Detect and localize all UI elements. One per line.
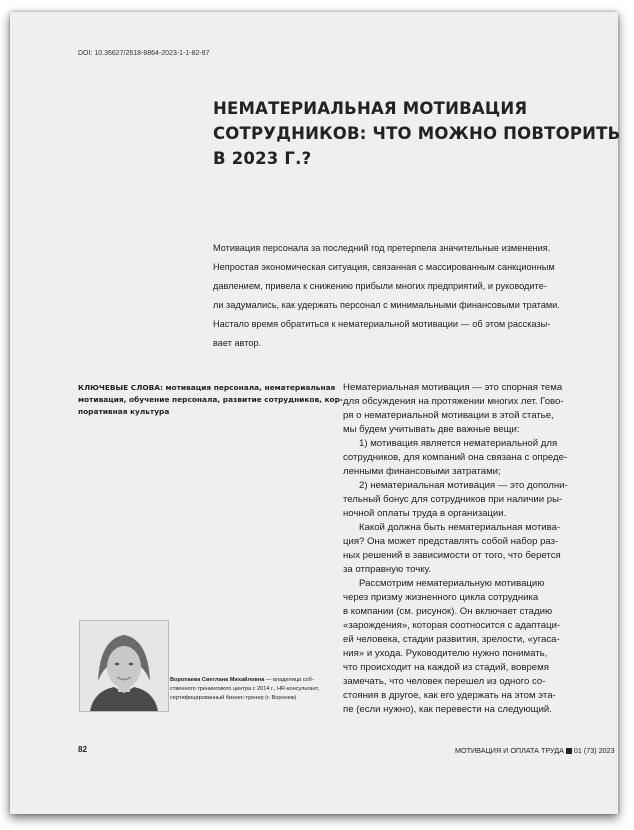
body-line: мы будем учитывать две важные вещи: <box>343 424 520 435</box>
body-line: 2) нематериальная мотивация — это дополни- <box>343 480 568 491</box>
running-footer <box>455 746 615 755</box>
body-line: «зарождения», которая соотносится с адаптаци- <box>343 620 561 631</box>
body-line: в компании (см. рисунок). Он включает стадию <box>343 606 553 617</box>
body-line: ленными финансовыми затратами; <box>343 466 501 477</box>
author-name: Воропаева Светлана Михайловна <box>170 677 265 683</box>
body-line: Рассмотрим нематериальную мотивацию <box>343 578 545 589</box>
title-line: СОТРУДНИКОВ: ЧТО МОЖНО ПОВТОРИТЬ <box>213 124 621 143</box>
page-number: 82 <box>78 745 87 754</box>
author-bio-text: — владелица соб- <box>264 677 314 683</box>
title-line: В 2023 Г.? <box>213 149 312 168</box>
article-title <box>213 96 621 171</box>
body-line: Нематериальная мотивация — это спорная тема <box>343 382 563 393</box>
body-line: пе (если нужно), как перевести на следующий. <box>343 704 552 715</box>
body-line: замечать, что человек перешел из одного со- <box>343 676 546 687</box>
lead-line: ли задумались, как удержать персонал с минимальными финансовыми тратами. <box>213 300 560 310</box>
lead-line: Непростая экономическая ситуация, связанная с массированным санкционным <box>213 262 555 272</box>
lead-paragraph <box>213 239 595 353</box>
lead-line: вает автор. <box>213 338 262 348</box>
lead-line: Настало время обратиться к нематериальной мотивации — об этом рассказы- <box>213 319 551 329</box>
body-text <box>343 381 603 717</box>
title-line: НЕМАТЕРИАЛЬНАЯ МОТИВАЦИЯ <box>213 99 528 118</box>
body-line: что происходит на каждой из стадий, вовремя <box>343 662 549 673</box>
body-line: для обсуждения на протяжении многих лет. Гово- <box>343 396 564 407</box>
keywords-line: КЛЮЧЕВЫЕ СЛОВА: мотивация персонала, нематериальная <box>78 383 336 392</box>
body-line: ния» и ухода. Руководителю нужно понимать, <box>343 648 548 659</box>
body-line: 1) мотивация является нематериальной для <box>343 438 558 449</box>
body-line: ночной оплаты труда в организации. <box>343 508 507 519</box>
body-line: ция? Она может представлять собой набор раз- <box>343 536 559 547</box>
journal-page <box>10 12 621 814</box>
doi: DOI: 10.36627/2618-8864-2023-1-1-82-87 <box>78 50 210 57</box>
body-line: за отправную точку. <box>343 564 432 575</box>
lead-line: давлением, привела к снижению прибыли многих предприятий, и руководите- <box>213 281 547 291</box>
body-line: сотрудников, для компаний она связана с опреде- <box>343 452 568 463</box>
author-bio <box>170 676 330 703</box>
body-line: стояния в другое, как его удержать на этом эта- <box>343 690 556 701</box>
journal-name: МОТИВАЦИЯ И ОПЛАТА ТРУДА <box>455 746 564 755</box>
body-line: Какой должна быть нематериальная мотива- <box>343 522 561 533</box>
author-bio-text: сертифицированный бизнес-тренер (г. Воронеж) <box>170 695 297 701</box>
issue-number: 01 (73) 2023 <box>573 746 615 755</box>
body-line: ных решений в зависимости от того, что берется <box>343 550 561 561</box>
keywords-line: мотивация, обучение персонала, развитие сотрудников, кор- <box>78 395 343 404</box>
lead-line: Мотивация персонала за последний год претерпела значительные изменения. <box>213 243 551 253</box>
body-line: ря о нематериальной мотивации в этой статье, <box>343 410 554 421</box>
author-photo <box>79 620 169 712</box>
keywords <box>78 382 343 418</box>
body-line: ей человека, стадии развития, зрелости, «угаса- <box>343 634 560 645</box>
author-bio-text: ственного тренингового центра с 2014 г., HR-консультант, <box>170 686 320 692</box>
keywords-line: поративная культура <box>78 407 170 416</box>
body-line: через призму жизненного цикла сотрудника <box>343 592 539 603</box>
body-line: тельный бонус для сотрудников при наличии ры- <box>343 494 563 505</box>
square-separator-icon <box>566 748 572 754</box>
